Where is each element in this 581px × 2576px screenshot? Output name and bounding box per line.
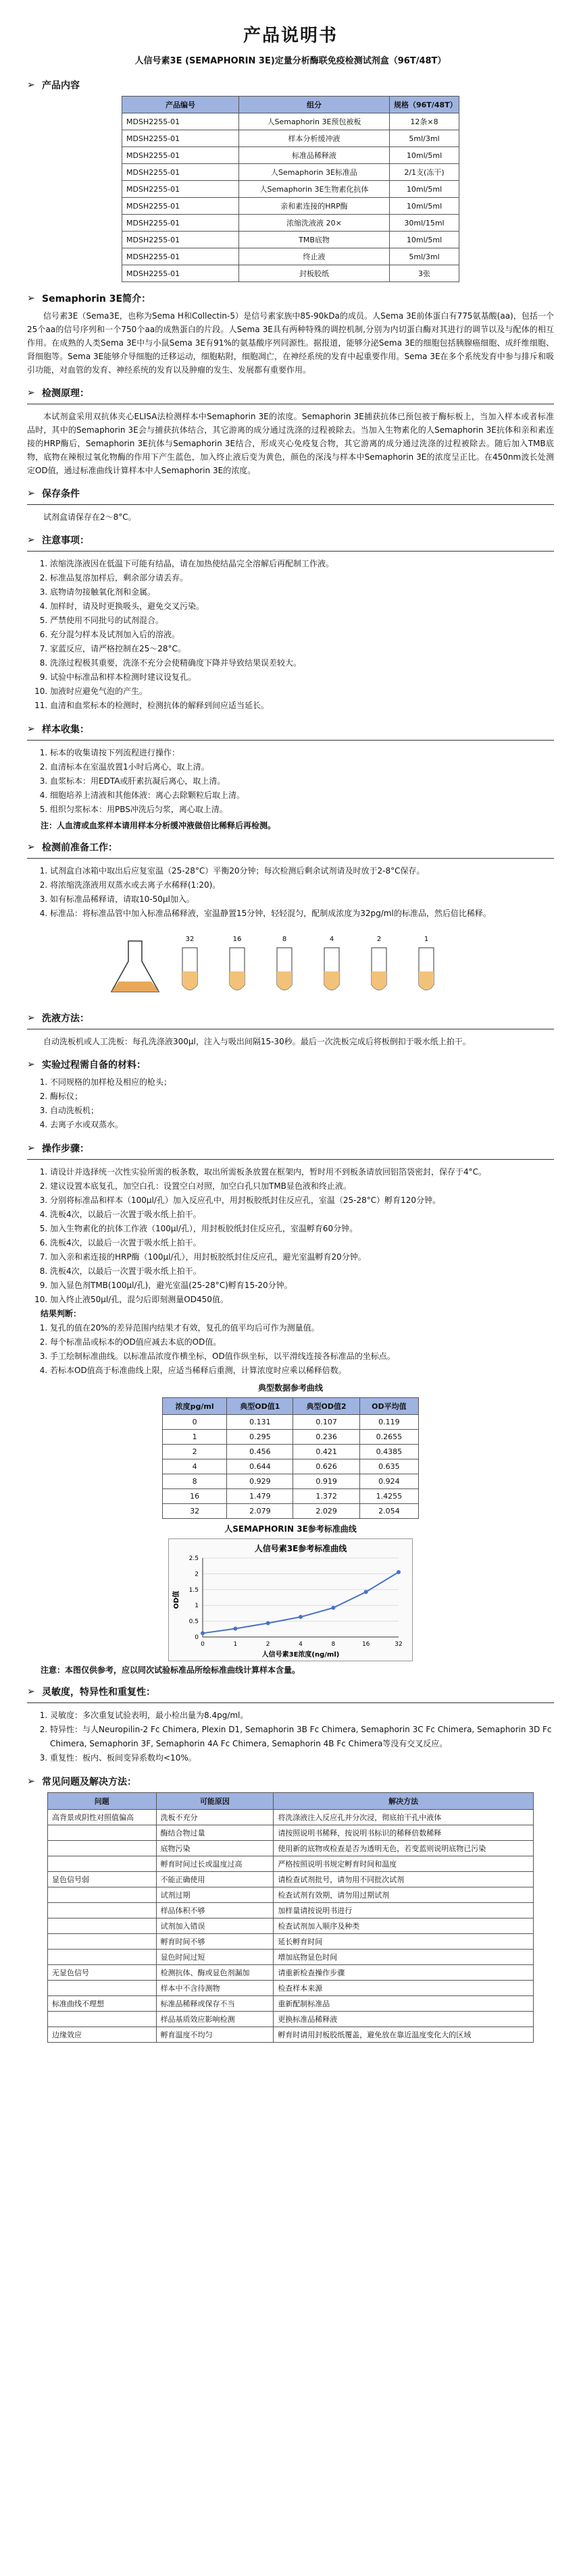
tube-icon [182, 936, 197, 990]
table-cell: 人Semaphorin 3E生物素化抗体 [239, 181, 390, 198]
table-row [48, 1825, 534, 1841]
list-item: 8. 洗板4次，以最后一次置于吸水纸上拍干。 [50, 1264, 554, 1279]
table-row [48, 1996, 534, 2012]
table-cell: 样品体积不够 [156, 1903, 274, 1918]
table-cell: 32 [163, 1504, 227, 1519]
document-subtitle: 人信号素3E (SEMAPHORIN 3E)定量分析酶联免疫检测试剂盒（96T/48T） [134, 56, 447, 66]
chart-svg [169, 1539, 412, 1661]
x-tick-label: 2 [266, 1641, 270, 1648]
x-tick-label: 0 [201, 1641, 205, 1648]
list-item: 10. 加入终止液50μl/孔，混匀后即刻测量OD450值。 [50, 1293, 554, 1307]
arrow-icon: ➢ [27, 535, 35, 545]
table-row [48, 1841, 534, 1856]
list-item: 1. 灵敏度：多次重复试验表明，最小检出量为8.4pg/ml。 [50, 1709, 554, 1723]
table-cell: 10ml/5ml [390, 181, 459, 198]
tube-icon [277, 936, 292, 990]
table-row [163, 1415, 419, 1430]
section-contents: ➢ 产品内容 [27, 80, 80, 91]
x-tick-label: 4 [299, 1641, 303, 1648]
arrow-icon: ➢ [27, 80, 35, 90]
series-line [203, 1572, 399, 1634]
table-cell: 加样量请按说明书进行 [274, 1903, 534, 1918]
list-item: 1. 浓缩洗涤液因在低温下可能有结晶，请在加热使结晶完全溶解后再配制工作液。 [50, 557, 554, 571]
sample-note: 注：人血清或血浆样本请用样本分析缓冲液做倍比稀释后再检测。 [41, 821, 276, 830]
list-item: 6. 洗板4次，以最后一次置于吸水纸上拍干。 [50, 1236, 554, 1250]
table-header-cell: 规格（96T/48T） [390, 97, 459, 113]
tube-label: 8 [282, 936, 287, 943]
table-cell [48, 1887, 157, 1903]
table-row [48, 1950, 534, 1965]
list-item: 3. 自动洗板机； [50, 1104, 554, 1118]
list-item: 5. 组织匀浆标本：用PBS冲洗后匀浆，离心取上清。 [50, 803, 554, 817]
table-cell: 0.929 [227, 1474, 293, 1489]
chart-title: 人信号素3E参考标准曲线 [254, 1544, 347, 1553]
table-cell: 0.456 [227, 1445, 293, 1459]
x-tick-label: 1 [233, 1641, 238, 1648]
table-cell: 0.644 [227, 1459, 293, 1474]
x-tick-label: 32 [395, 1641, 403, 1648]
table-cell [48, 1918, 157, 1934]
table-cell: 0.421 [293, 1445, 359, 1459]
table-header-cell: 问题 [48, 1793, 157, 1810]
table-cell: 将洗涤液注入反应孔并分次浸，彻底拍干孔中液体 [274, 1810, 534, 1825]
table-row [163, 1445, 419, 1459]
divider [27, 740, 554, 741]
list-item: 2. 标准品复溶加样后，剩余部分请丢弃。 [50, 571, 554, 585]
y-tick-label: 0.5 [188, 1618, 199, 1626]
table-header-cell: 解决方法 [274, 1793, 534, 1810]
divider [27, 1702, 554, 1703]
list-item: 4. 若标本OD值高于标准曲线上限，应适当稀释后重测，计算浓度时应乘以稀释倍数。 [50, 1364, 554, 1378]
y-tick-label: 0 [195, 1634, 199, 1641]
table-cell: 延长孵育时间 [274, 1934, 534, 1950]
list-item: 3. 重复性：板内、板间变异系数均<10%。 [50, 1751, 554, 1765]
tube-icon [324, 936, 339, 990]
table-cell: 封板胶纸 [239, 265, 390, 282]
table-cell: 0.131 [227, 1415, 293, 1430]
table-cell [48, 2012, 157, 2027]
table-cell: 孵育时间不够 [156, 1934, 274, 1950]
table-header-cell: 浓度pg/ml [163, 1398, 227, 1415]
data-point [233, 1627, 237, 1631]
table-cell: MDSH2255-01 [122, 113, 239, 130]
table-cell: 重新配制标准品 [274, 1996, 534, 2012]
table-cell: 5ml/3ml [390, 130, 459, 147]
table-cell: 洗板不充分 [156, 1810, 274, 1825]
table-cell: 试剂过期 [156, 1887, 274, 1903]
table-cell: 2.079 [227, 1504, 293, 1519]
list-item: 2. 酶标仪； [50, 1090, 554, 1104]
table-row [122, 198, 459, 215]
table-cell: 8 [163, 1474, 227, 1489]
notes-list [27, 557, 554, 713]
table-cell: 0.2655 [359, 1430, 418, 1445]
table-cell: 显色信号弱 [48, 1872, 157, 1887]
list-item: 2. 建议设置本底复孔，加空白孔：设置空白对照，加空白孔只加TMB显色液和终止液。 [50, 1179, 554, 1193]
list-item: 4. 细胞培养上清液和其他体液：离心去除颗粒后取上清。 [50, 788, 554, 803]
table-cell [48, 1950, 157, 1965]
table-cell: 检查试剂加入顺序及种类 [274, 1918, 534, 1934]
table-cell: 1.4255 [359, 1489, 418, 1504]
dilution-list [27, 864, 554, 921]
tube-label: 16 [232, 936, 242, 943]
table-row [122, 113, 459, 130]
table-cell: 10ml/5ml [390, 198, 459, 215]
list-item: 4. 加样时，请及时更换吸头，避免交叉污染。 [50, 599, 554, 614]
arrow-icon: ➢ [27, 1013, 35, 1023]
table-cell: 12条×8 [390, 113, 459, 130]
contents-table [122, 96, 459, 282]
results-list [27, 1321, 554, 1378]
table-header-cell: 可能原因 [156, 1793, 274, 1810]
table-cell: 请重新检查操作步骤 [274, 1965, 534, 1981]
wash-text: 自动洗板机或人工洗板：每孔洗涤液300μl，注入与吸出间隔15-30秒。最后一次洗板完成后将板倒扣于吸水纸上拍干。 [43, 1037, 471, 1046]
y-tick-label: 2 [195, 1571, 199, 1578]
table-row [48, 1903, 534, 1918]
table-cell: 16 [163, 1489, 227, 1504]
table-cell: 2.029 [293, 1504, 359, 1519]
table-cell: 请检查试剂批号，请勿用不同批次试剂 [274, 1872, 534, 1887]
table-cell: 0.4385 [359, 1445, 418, 1459]
table-cell: 10ml/5ml [390, 147, 459, 164]
table-cell: 0.919 [293, 1474, 359, 1489]
list-item: 3. 如有标准品稀释请，请取10-50μl加入。 [50, 892, 554, 907]
table-cell: 使用新的底物或检查是否为透明无色，若变蓝则说明底物已污染 [274, 1841, 534, 1856]
arrow-icon: ➢ [27, 1059, 35, 1070]
list-item: 3. 手工绘制标准曲线。以标准品浓度作横坐标，OD值作纵坐标，以平滑线连接各标准品的坐标点。 [50, 1349, 554, 1364]
x-tick-label: 16 [361, 1641, 370, 1648]
table-row [48, 1918, 534, 1934]
table-cell: 检查样本来源 [274, 1981, 534, 1996]
list-item: 9. 试验中标准品和样本检测时建议设复孔。 [50, 670, 554, 685]
table-cell: 试剂加入错误 [156, 1918, 274, 1934]
table-row [48, 1872, 534, 1887]
list-item: 2. 将浓缩洗涤液用双蒸水或去离子水稀释(1:20)。 [50, 878, 554, 892]
spec-list [27, 1709, 554, 1765]
table-cell: 1.479 [227, 1489, 293, 1504]
table-cell: MDSH2255-01 [122, 215, 239, 232]
list-item: 4. 标准品：将标准品管中加入标准品稀释液，室温静置15分钟，轻轻混匀，配制成浓度为32pg/ml的标准品，然后倍比稀释。 [50, 907, 554, 921]
section-faq: ➢ 常见问题及解决方法： [27, 1776, 136, 1788]
section-steps: ➢ 操作步骤： [27, 1143, 89, 1154]
table-row [48, 2012, 534, 2027]
table-cell: 孵育温度不均匀 [156, 2027, 274, 2043]
std-table-title: 典型数据参考曲线 [257, 1383, 323, 1393]
data-point [299, 1615, 303, 1619]
table-row [163, 1459, 419, 1474]
divider [27, 1159, 554, 1160]
list-item: 6. 充分混匀样本及试剂加入后的溶液。 [50, 628, 554, 642]
table-cell [48, 1856, 157, 1872]
table-cell: MDSH2255-01 [122, 248, 239, 265]
table-cell: 30ml/15ml [390, 215, 459, 232]
table-cell: 更换标准品稀释液 [274, 2012, 534, 2027]
table-row [122, 232, 459, 248]
tube-icon [372, 936, 386, 990]
table-cell: 人Semaphorin 3E预包被板 [239, 113, 390, 130]
arrow-icon: ➢ [27, 488, 35, 499]
table-cell: MDSH2255-01 [122, 181, 239, 198]
table-cell: 5ml/3ml [390, 248, 459, 265]
table-cell: 0.924 [359, 1474, 418, 1489]
table-cell: 2.054 [359, 1504, 418, 1519]
data-point [266, 1621, 270, 1625]
table-cell: 标准品稀释或保存不当 [156, 1996, 274, 2012]
data-point [364, 1590, 368, 1594]
table-row [122, 248, 459, 265]
divider [27, 551, 554, 552]
table-cell [48, 1903, 157, 1918]
list-item: 3. 底物请勿接触氧化剂和金属。 [50, 585, 554, 599]
table-cell: 无显色信号 [48, 1965, 157, 1981]
list-item: 7. 家蓝反应，请严格控制在25～28°C。 [50, 642, 554, 656]
table-cell: 0.295 [227, 1430, 293, 1445]
steps-list [27, 1165, 554, 1307]
dilution-diagram [27, 928, 554, 1002]
table-cell: 孵育时请用封板胶纸覆盖，避免放在靠近温度变化大的区域 [274, 2027, 534, 2043]
table-cell: 样品基质效应影响检测 [156, 2012, 274, 2027]
table-row [122, 147, 459, 164]
sample-list [27, 746, 554, 817]
table-row [122, 215, 459, 232]
arrow-icon: ➢ [27, 293, 35, 304]
table-cell: MDSH2255-01 [122, 130, 239, 147]
tube-label: 4 [329, 936, 334, 943]
table-row [163, 1430, 419, 1445]
table-cell: 0.635 [359, 1459, 418, 1474]
list-item: 4. 洗板4次，以最后一次置于吸水纸上拍干。 [50, 1208, 554, 1222]
table-row [163, 1504, 419, 1519]
section-sample: ➢ 样本收集： [27, 724, 89, 735]
table-header-cell: 组分 [239, 97, 390, 113]
list-item: 4. 去离子水或双蒸水。 [50, 1118, 554, 1132]
tube-label: 1 [424, 936, 429, 943]
y-tick-label: 1 [195, 1603, 199, 1610]
y-axis-label: OD值 [173, 1590, 180, 1609]
list-item: 1. 请设计并选择统一次性实验所需的板条数，取出所需板条放置在框架内，暂时用不到板条请放回铝箔袋密封，保存于4°C。 [50, 1165, 554, 1179]
table-row [122, 265, 459, 282]
table-cell: 检查试剂有效期，请勿用过期试剂 [274, 1887, 534, 1903]
table-cell: MDSH2255-01 [122, 232, 239, 248]
standard-curve-chart [168, 1538, 413, 1661]
table-cell: 显色时间过短 [156, 1950, 274, 1965]
y-tick-label: 2.5 [188, 1555, 199, 1562]
results-label: 结果判断： [41, 1309, 82, 1318]
arrow-icon: ➢ [27, 1776, 35, 1787]
table-row [122, 181, 459, 198]
storage-text: 试剂盒请保存在2～8°C。 [43, 512, 136, 522]
list-item: 9. 加入显色剂TMB(100μl/孔)，避光室温(25-28°C)孵育15-20分钟。 [50, 1279, 554, 1293]
section-storage: ➢ 保存条件 [27, 488, 80, 500]
table-cell [48, 1934, 157, 1950]
table-cell: 1 [163, 1430, 227, 1445]
table-cell: 3张 [390, 265, 459, 282]
table-cell: 人Semaphorin 3E标准品 [239, 164, 390, 181]
materials-list [27, 1075, 554, 1132]
table-cell: MDSH2255-01 [122, 147, 239, 164]
list-item: 10. 加液时应避免气泡的产生。 [50, 685, 554, 699]
tube-label: 2 [376, 936, 382, 943]
list-item: 11. 血清和血浆标本的检测时，检测抗体的解释到间应适当延长。 [50, 699, 554, 713]
table-cell: 不能正确使用 [156, 1872, 274, 1887]
section-wash: ➢ 洗液方法： [27, 1013, 89, 1024]
table-cell: 样本分析缓冲液 [239, 130, 390, 147]
list-item: 1. 复孔的值在20%的差异范围内结果才有效，复孔的值平均后可作为测量值。 [50, 1321, 554, 1335]
list-item: 5. 加入生物素化的抗体工作液（100μl/孔），用封板胶纸封住反应孔，室温孵育60分钟。 [50, 1222, 554, 1236]
section-spec: ➢ 灵敏度，特异性和重复性： [27, 1686, 155, 1698]
table-cell: TMB底物 [239, 232, 390, 248]
chart-caption: 人SEMAPHORIN 3E参考标准曲线 [224, 1524, 357, 1534]
table-header-cell: 典型OD值2 [293, 1398, 359, 1415]
table-row [48, 2027, 534, 2043]
tube-icon [419, 936, 434, 990]
table-row [122, 164, 459, 181]
divider [27, 858, 554, 859]
table-row [122, 130, 459, 147]
table-row [163, 1489, 419, 1504]
table-cell [48, 1825, 157, 1841]
table-cell: 严格按照说明书规定孵育时间和温度 [274, 1856, 534, 1872]
list-item: 1. 不同规格的加样枪及相应的枪头； [50, 1075, 554, 1090]
list-item: 3. 分别将标准品和样本（100μl/孔）加入反应孔中，用封板胶纸封住反应孔，室温（25-28°C）孵育120分钟。 [50, 1193, 554, 1208]
table-cell: 0.107 [293, 1415, 359, 1430]
table-row [48, 1981, 534, 1996]
table-cell: 10ml/5ml [390, 232, 459, 248]
table-cell: 终止液 [239, 248, 390, 265]
flask-icon [111, 941, 159, 992]
document-title: 产品说明书 [243, 26, 338, 46]
table-cell [48, 1981, 157, 1996]
chart-note: 注意：本图仅供参考，应以同次试验标准品所绘标准曲线计算样本含量。 [41, 1665, 301, 1675]
table-cell: 1.372 [293, 1489, 359, 1504]
table-row [48, 1856, 534, 1872]
list-item: 2. 血清标本在室温放置1小时后离心，取上清。 [50, 760, 554, 774]
principle-text: 本试剂盒采用双抗体夹心ELISA法检测样本中Semaphorin 3E的浓度。Semaphorin 3E捕获抗体已预包被于酶标板上，当加入样本或者标准品时，其中的Semaphorin 3E会与捕获抗体结合，其它游离的成分通过洗涤的过程被除去。当加入生物素化的人Semaphorin 3E抗体和亲和素连接的HRP酶后，Semaphorin 3E抗体与Semaphorin 3E结合，形成夹心免疫复合物，其它游离的成分通过洗涤的过程被除去。随后加入TMB底物，底物在辣根过氧化物酶的作用下产生蓝色，加入终止液后变为黄色，颜色的深浅与样本中Semaphorin 3E的浓度呈正比。在450nm波长处测定OD值，通过标准曲线计算样本中人Semaphorin 3E的浓度。 [27, 412, 554, 475]
table-cell: 高背景或阴性对照值偏高 [48, 1810, 157, 1825]
table-row [48, 1965, 534, 1981]
section-notes: ➢ 注意事项： [27, 535, 89, 546]
table-cell: 2/1支(冻干) [390, 164, 459, 181]
list-item: 2. 每个标准品或标本的OD值应减去本底的OD值。 [50, 1335, 554, 1349]
x-tick-label: 8 [331, 1641, 336, 1648]
dilution-tubes [101, 928, 480, 1002]
table-cell: 检测抗体、酶或显色剂漏加 [156, 1965, 274, 1981]
table-cell: 亲和素连接的HRP酶 [239, 198, 390, 215]
table-row [48, 1810, 534, 1825]
list-item: 2. 特异性：与人Neuropilin-2 Fc Chimera, Plexin D1, Semaphorin 3B Fc Chimera, Semaphorin 3C Fc Chimera, Semaphorin 3D Fc Chimera, Semaphorin 3F, Semaphorin 4A Fc Chimera, Semaphorin 4B Fc Chimera等没有交叉反应。 [50, 1723, 554, 1751]
table-cell: 样本中不含待测物 [156, 1981, 274, 1996]
divider [27, 504, 554, 505]
arrow-icon: ➢ [27, 1143, 35, 1154]
table-cell: 0.236 [293, 1430, 359, 1445]
y-tick-label: 1.5 [188, 1586, 199, 1594]
list-item: 1. 标本的收集请按下列流程进行操作： [50, 746, 554, 760]
table-row [163, 1474, 419, 1489]
tube-icon [230, 936, 245, 990]
list-item: 1. 试剂盒自冰箱中取出后应复室温（25-28°C）平衡20分钟；每次检测后剩余试剂请及时放于2-8°C保存。 [50, 864, 554, 878]
faq-table [47, 1792, 534, 2043]
list-item: 3. 血浆标本：用EDTA或肝素抗凝后离心，取上清。 [50, 774, 554, 788]
table-header-cell: 典型OD值1 [227, 1398, 293, 1415]
table-cell: 孵育时间过长或温度过高 [156, 1856, 274, 1872]
table-cell: MDSH2255-01 [122, 164, 239, 181]
section-intro: ➢ Semaphorin 3E简介： [27, 293, 151, 304]
table-cell: 0 [163, 1415, 227, 1430]
table-cell: 酶结合物过量 [156, 1825, 274, 1841]
table-row [48, 1887, 534, 1903]
table-cell [48, 1841, 157, 1856]
list-item: 7. 加入亲和素连接的HRP酶（100μl/孔），用封板胶纸封住反应孔，避光室温孵育20分钟。 [50, 1250, 554, 1264]
list-item: 5. 严禁使用不同批号的试剂混合。 [50, 614, 554, 628]
table-cell: MDSH2255-01 [122, 265, 239, 282]
table-cell: 标准品稀释液 [239, 147, 390, 164]
section-principle: ➢ 检测原理： [27, 387, 89, 399]
data-point [201, 1631, 205, 1635]
table-cell: 底物污染 [156, 1841, 274, 1856]
tube-label: 32 [185, 936, 195, 943]
table-cell: 边缘效应 [48, 2027, 157, 2043]
table-cell: 2 [163, 1445, 227, 1459]
table-cell: 请按照说明书稀释，按说明书标识的稀释倍数稀释 [274, 1825, 534, 1841]
intro-text: 信号素3E（Sema3E，也称为Sema H和Collectin-5）是信号素家族中85-90kDa的成员。人Sema 3E前体蛋白有775氨基酸(aa)，包括一个25个aa的信号序列和一个750个aa的成熟蛋白的片段。人Sema 3E具有两种特殊的调控机制,分别为内切蛋白酶对其进行的调节以及与配体的相互作用。在成熟的人类Sema 3E中与小鼠Sema 3E有91%的氨基酸序列同源性。据报道，能够分泌Sema 3E的细胞包括胰腺癌细胞、成纤维细胞、肾细胞等。Sema 3E能够介导细胞的迁移运动，细胞粘附，细胞凋亡，在神经系统的发育中起重要作用。Sema 3E在多个系统发育中参与排斥和吸引功能，对血管的发育、神经系统的发育以及肿瘤的发生、发展都有重要作用。 [27, 311, 554, 375]
arrow-icon: ➢ [27, 1686, 35, 1697]
section-dilution: ➢ 检测前准备工作： [27, 842, 118, 853]
table-header-cell: 产品编号 [122, 97, 239, 113]
table-row [48, 1934, 534, 1950]
list-item: 8. 洗涤过程极其重要，洗涤不充分会使精确度下降并导致结果误差较大。 [50, 656, 554, 670]
standard-table [162, 1397, 419, 1519]
table-cell: 0.626 [293, 1459, 359, 1474]
table-cell: 4 [163, 1459, 227, 1474]
table-cell: 标准曲线不理想 [48, 1996, 157, 2012]
arrow-icon: ➢ [27, 842, 35, 853]
arrow-icon: ➢ [27, 387, 35, 398]
table-cell: MDSH2255-01 [122, 198, 239, 215]
arrow-icon: ➢ [27, 724, 35, 734]
table-header-cell: OD平均值 [359, 1398, 418, 1415]
table-cell: 0.119 [359, 1415, 418, 1430]
x-axis-label: 人信号素3E浓度(ng/ml) [261, 1651, 340, 1659]
table-cell: 增加底物显色时间 [274, 1950, 534, 1965]
table-cell: 浓缩洗液液 20× [239, 215, 390, 232]
data-point [331, 1606, 335, 1610]
section-materials: ➢ 实验过程需自备的材料： [27, 1059, 146, 1071]
data-point [397, 1570, 401, 1574]
